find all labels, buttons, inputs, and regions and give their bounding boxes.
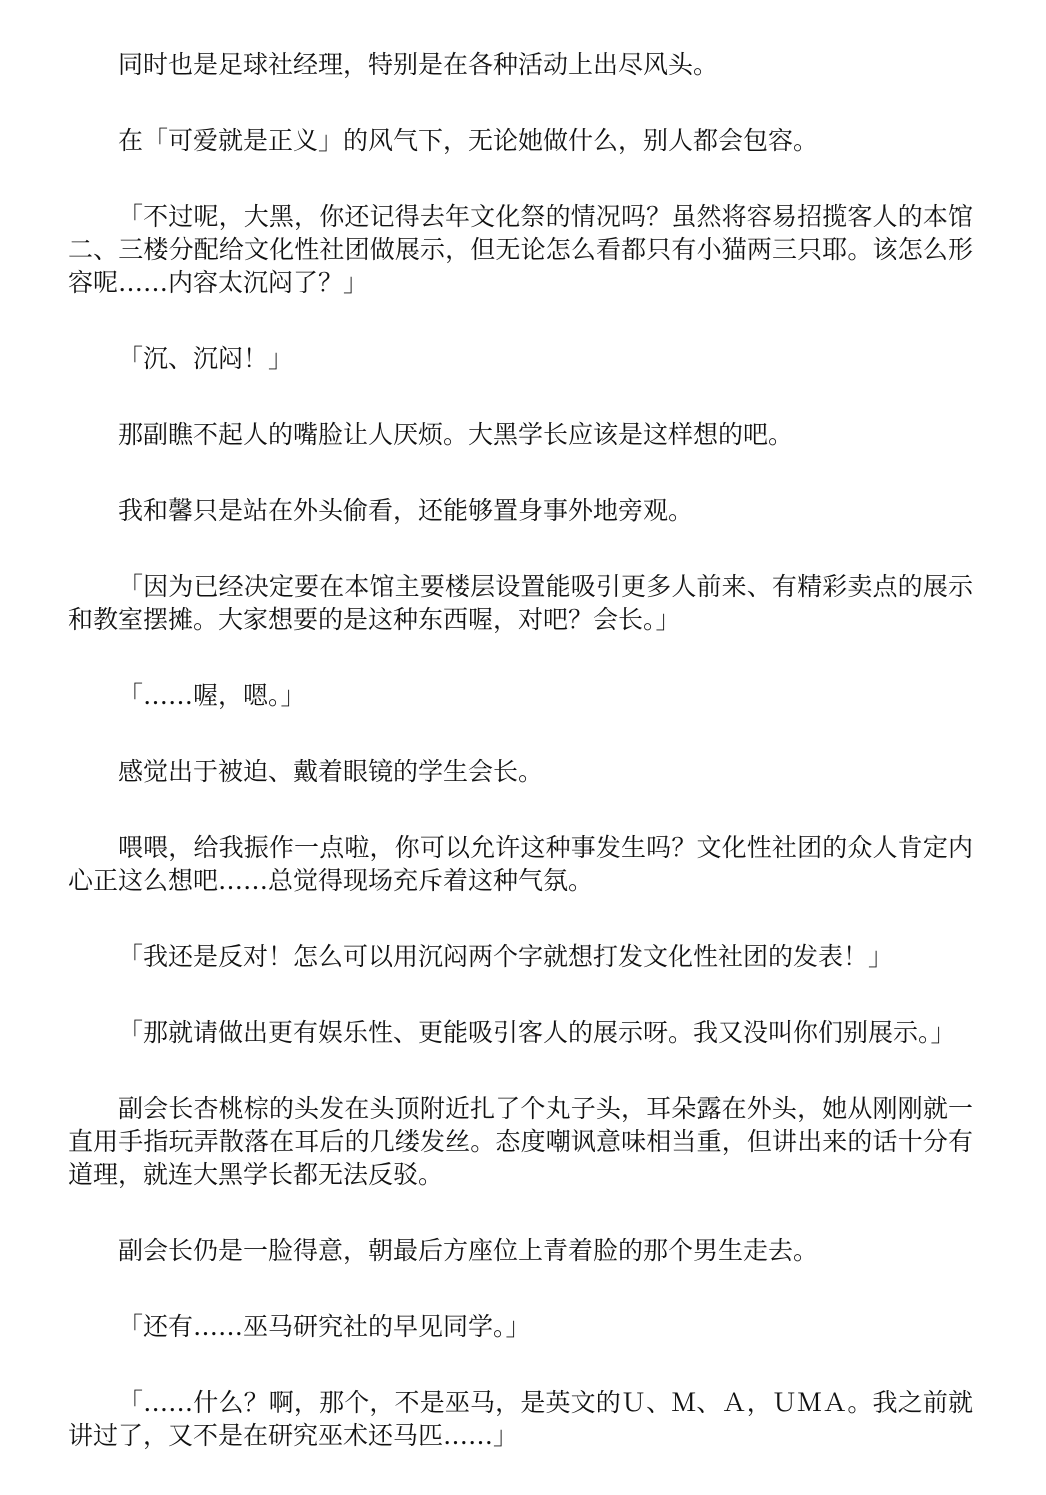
- paragraph: 「因为已经决定要在本馆主要楼层设置能吸引更多人前来、有精彩卖点的展示和教室摆摊。大家想要的是这种东西喔，对吧？会长。」: [68, 572, 973, 634]
- paragraph: 那副瞧不起人的嘴脸让人厌烦。大黑学长应该是这样想的吧。: [118, 420, 794, 449]
- paragraph: 同时也是足球社经理，特别是在各种活动上出尽风头。: [118, 50, 719, 79]
- paragraph: 「我还是反对！怎么可以用沉闷两个字就想打发文化性社团的发表！」: [118, 942, 894, 971]
- paragraph: 副会长仍是一脸得意，朝最后方座位上青着脸的那个男生走去。: [118, 1236, 819, 1265]
- page-body: [68, 48, 973, 1495]
- paragraph: 「……喔，嗯。」: [118, 681, 306, 710]
- paragraph: 「那就请做出更有娱乐性、更能吸引客人的展示呀。我又没叫你们别展示。」: [118, 1018, 956, 1047]
- paragraph: 「不过呢，大黑，你还记得去年文化祭的情况吗？虽然将容易招揽客人的本馆二、三楼分配给文化性社团做展示，但无论怎么看都只有小猫两三只耶。该怎么形容呢……内容太沉闷了？」: [68, 202, 973, 297]
- paragraph: 副会长杏桃棕的头发在头顶附近扎了个丸子头，耳朵露在外头，她从刚刚就一直用手指玩弄散落在耳后的几缕发丝。态度嘲讽意味相当重，但讲出来的话十分有道理，就连大黑学长都无法反驳。: [68, 1094, 973, 1189]
- paragraph: 「沉、沉闷！」: [118, 344, 294, 373]
- paragraph: 「还有……巫马研究社的早见同学。」: [118, 1312, 531, 1341]
- paragraph: 我和馨只是站在外头偷看，还能够置身事外地旁观。: [118, 496, 694, 525]
- paragraph: 感觉出于被迫、戴着眼镜的学生会长。: [118, 757, 544, 786]
- paragraph: 「……什么？啊，那个，不是巫马，是英文的Ｕ、Ｍ、Ａ，ＵＭＡ。我之前就讲过了，又不是在研究巫术还马匹……」: [68, 1388, 973, 1450]
- paragraph: 在「可爱就是正义」的风气下，无论她做什么，别人都会包容。: [118, 126, 819, 155]
- paragraph: 喂喂，给我振作一点啦，你可以允许这种事发生吗？文化性社团的众人肯定内心正这么想吧……总觉得现场充斥着这种气氛。: [68, 833, 973, 895]
